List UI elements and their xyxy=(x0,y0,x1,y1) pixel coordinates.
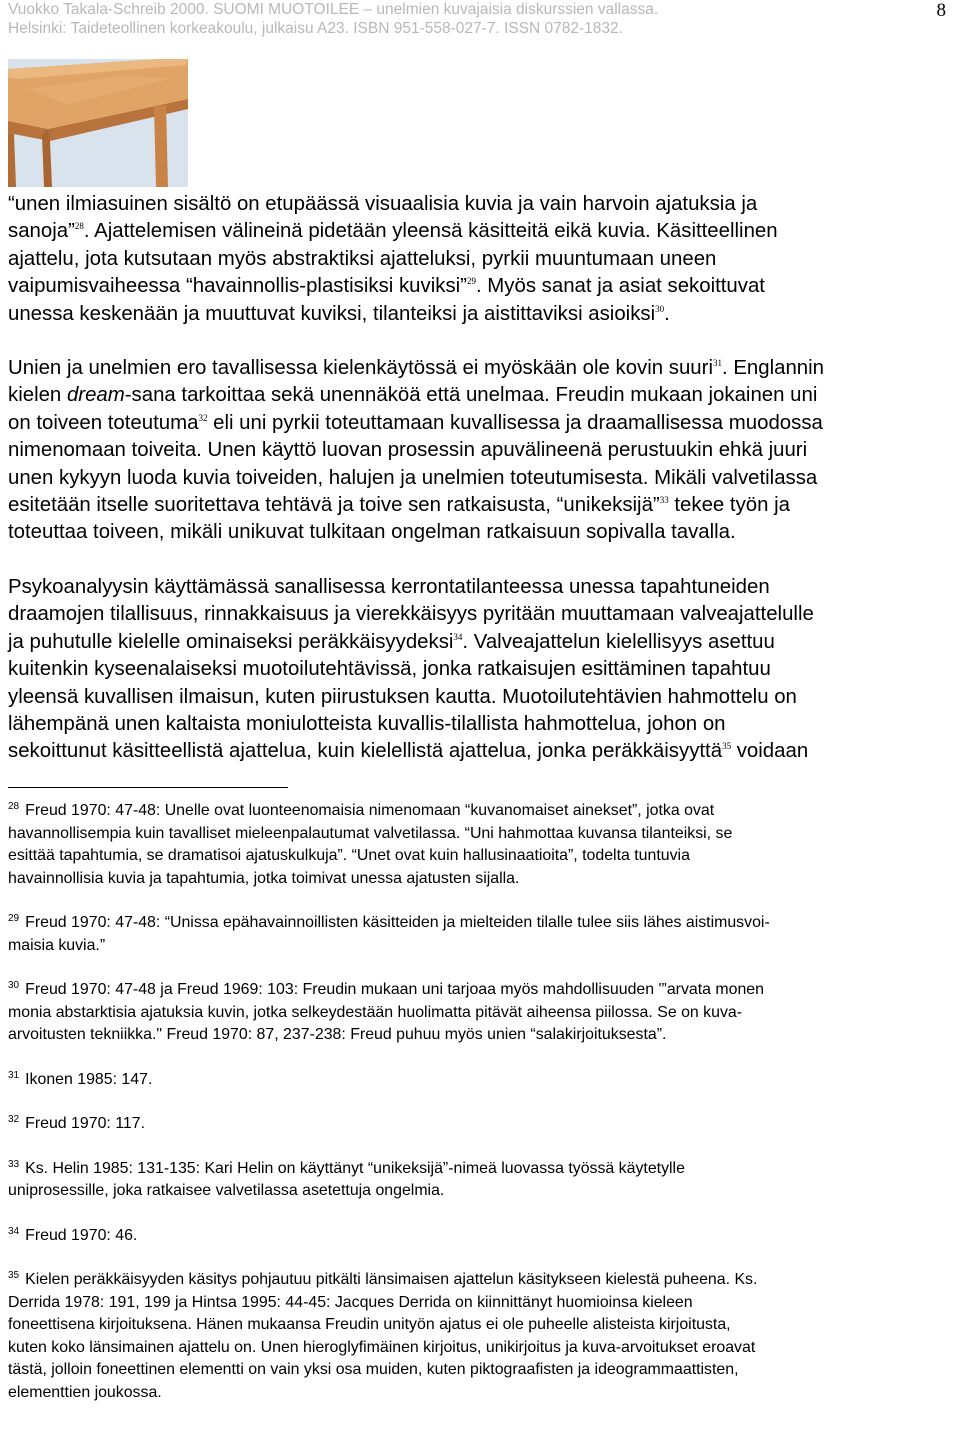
text-line xyxy=(8,301,956,328)
footnote-35 xyxy=(8,1269,956,1404)
header-citation-line-2: Helsinki: Taideteollinen korkeakoulu, julkaisu A23. ISBN 951-558-027-7. ISSN 0782-1832. xyxy=(8,20,623,37)
text-line: kuitenkin kyseenalaiseksi muotoilutehtävissä, jonka ratkaisujen esittäminen tapahtuu xyxy=(8,658,771,681)
footnote-number: 30 xyxy=(8,980,20,991)
footnotes xyxy=(8,800,956,1426)
text-line xyxy=(8,738,956,765)
footnote-line xyxy=(8,1180,956,1203)
text-line xyxy=(8,218,956,245)
footnote-number: 34 xyxy=(8,1225,20,1237)
footnote-line xyxy=(8,845,956,868)
footnote-line xyxy=(8,823,956,846)
footnote-line xyxy=(8,979,956,1002)
footnote-text: havannollisempia kuin tavalliset mieleenpalautumat valvetilassa. “Uni hahmottaa kuvansa tilanteiksi, se xyxy=(8,824,733,842)
footnote-text: tästä, jolloin foneettinen elementti on vain yksi osa muiden, kuten piktograafisten ja ideogrammaattisten, xyxy=(8,1361,739,1378)
text-line: lähempänä unen kaltaista moniulotteista kuvallis-tilallista hahmottelua, johon on xyxy=(8,712,726,735)
footnote-text: Freud 1970: 46. xyxy=(25,1226,138,1244)
footnote-text: uniprosessille, joka ratkaisee valvetilassa asetettuja ongelmia. xyxy=(8,1182,445,1199)
footnote-31 xyxy=(8,1069,956,1092)
footnote-number: 35 xyxy=(8,1270,20,1281)
paragraph-2 xyxy=(8,355,956,547)
text-line xyxy=(8,273,956,300)
paragraph-1 xyxy=(8,191,956,328)
footnote-ref-32[interactable]: 32 xyxy=(198,412,208,423)
text-line: nimenomaan toiveita. Unen käyttö luovan prosessin apuvälineenä perustuukin ehkä juuri xyxy=(8,439,808,462)
footnote-ref-29[interactable]: 29 xyxy=(466,276,476,287)
text-run: ja puhutulle kielelle ominaiseksi peräkkäisyydeksi xyxy=(8,630,454,653)
text-line xyxy=(8,410,956,437)
page-number: 8 xyxy=(936,0,946,21)
footnote-line xyxy=(8,1225,956,1248)
text-run: unessa keskenään ja muuttuvat kuviksi, tilanteiksi ja aistittaviksi asioiksi xyxy=(8,302,656,325)
footnote-ref-33[interactable]: 33 xyxy=(659,495,669,506)
footnote-34 xyxy=(8,1225,956,1248)
footnote-28 xyxy=(8,800,956,890)
footnote-line xyxy=(8,1024,956,1047)
text-run: kielen xyxy=(8,384,67,407)
footnote-number: 33 xyxy=(8,1158,20,1170)
footnote-line xyxy=(8,1158,956,1181)
footnote-line xyxy=(8,1069,956,1092)
footnote-line xyxy=(8,1382,956,1405)
wooden-table-photo-icon xyxy=(8,59,188,187)
text-line: ajattelu, jota kutsutaan myös abstraktiksi ajatteluksi, pyrkii muuntumaan uneen xyxy=(8,247,717,270)
text-line: “unen ilmiasuinen sisältö on etupäässä visuaalisia kuvia ja vain harvoin ajatuksia ja xyxy=(8,193,758,215)
footnote-number: 31 xyxy=(8,1069,20,1081)
footnote-line xyxy=(8,800,956,823)
text-run: sanoja” xyxy=(8,220,75,243)
text-run: . Englannin xyxy=(721,357,825,380)
footnote-text: havainnollisia kuvia ja tapahtumia, jotka toimivat unessa ajatusten sijalla. xyxy=(8,869,520,887)
footnote-separator xyxy=(8,787,288,788)
footnote-text: kuten koko länsimainen ajattelu on. Unen hieroglyfimäinen kirjoitus, unikirjoitus ja kuva-arvoitukset eroavat xyxy=(8,1338,756,1356)
footnote-ref-31[interactable]: 31 xyxy=(712,358,722,369)
text-run: Unien ja unelmien ero tavallisessa kielenkäytössä ei myöskään ole kovin suuri xyxy=(8,357,713,380)
footnote-ref-28[interactable]: 28 xyxy=(74,221,84,232)
footnote-text: Freud 1970: 47-48: “Unissa epähavainnoillisten käsitteiden ja mielteiden tilalle tulee siis lähes aistimusvoi- xyxy=(25,914,770,931)
text-line xyxy=(8,355,956,382)
footnote-text: elementtien joukossa. xyxy=(8,1383,162,1401)
paragraph-3 xyxy=(8,574,956,766)
footnote-number: 32 xyxy=(8,1114,20,1125)
footnote-text: esittää tapahtumia, se dramatisoi ajatuskulkuja”. “Unet ovat kuin hallusinaatioita”, todelta tuntuvia xyxy=(8,847,690,864)
footnote-30 xyxy=(8,979,956,1047)
text-line: Psykoanalyysin käyttämässä sanallisessa kerrontatilanteessa unessa tapahtuneiden xyxy=(8,575,770,598)
footnote-line xyxy=(8,1269,956,1292)
footnote-32 xyxy=(8,1113,956,1136)
text-line: draamojen tilallisuus, rinnakkaisuus ja vierekkäisyys pyritään muuttamaan valveajattelulle xyxy=(8,603,814,626)
footnote-text: maisia kuvia.” xyxy=(8,936,106,954)
text-run: . Valveajattelun kielellisyys asettuu xyxy=(462,630,775,653)
footnote-line xyxy=(8,1292,956,1315)
footnote-ref-35[interactable]: 35 xyxy=(722,741,732,752)
footnote-ref-30[interactable]: 30 xyxy=(655,303,665,314)
footnote-text: Kielen peräkkäisyyden käsitys pohjautuu pitkälti länsimaisen ajattelun käsitykseen kielestä puheena. Ks. xyxy=(25,1271,758,1288)
text-run: sekoittunut käsitteellistä ajattelua, kuin kielellistä ajattelua, jonka peräkkäisyyttä xyxy=(8,740,723,763)
text-run: . Ajattelemisen välineinä pidetään yleensä käsitteitä eikä kuvia. Käsitteellinen xyxy=(83,220,778,243)
footnote-text: foneettisena kirjoituksena. Hänen mukaansa Freudin unityön ajatus ei ole puheelle alisteista kirjoitusta, xyxy=(8,1316,731,1333)
footnote-29 xyxy=(8,912,956,957)
footnote-number: 29 xyxy=(8,913,20,924)
footnote-text: Freud 1970: 47-48: Unelle ovat luonteenomaisia nimenomaan “kuvanomaiset ainekset”, jotka ovat xyxy=(25,802,715,819)
footnote-33 xyxy=(8,1158,956,1203)
text-run: -sana tarkoittaa sekä unennäköä että unelmaa. Freudin mukaan jokainen uni xyxy=(124,384,818,407)
footnote-line xyxy=(8,1359,956,1382)
text-run: voidaan xyxy=(731,740,809,763)
footnote-line xyxy=(8,868,956,891)
footnote-text: Freud 1970: 47-48 ja Freud 1969: 103: Freudin mukaan uni tarjoaa myös mahdollisuuden '”arvata monen xyxy=(25,981,764,998)
footnote-line xyxy=(8,1002,956,1025)
text-line: yleensä kuvallisen ilmaisun, kuten piirustuksen kautta. Muotoilutehtävien hahmottelu on xyxy=(8,685,797,708)
header-citation-line-1: Vuokko Takala-Schreib 2000. SUOMI MUOTOILEE – unelmien kuvajaisia diskurssien vallassa. xyxy=(8,1,659,18)
footnote-number: 28 xyxy=(8,801,20,812)
text-line xyxy=(8,492,956,519)
footnote-line xyxy=(8,1337,956,1360)
main-text xyxy=(8,191,956,793)
text-line: toteuttaa toiveen, mikäli unikuvat tulkitaan ongelman ratkaisuun sopivalla tavalla. xyxy=(8,521,736,544)
text-run: esitetään itselle suoritettava tehtävä ja toive sen ratkaisusta, “unikeksijä” xyxy=(8,494,660,517)
text-run: . Myös sanat ja asiat sekoittuvat xyxy=(475,275,765,298)
text-run: . xyxy=(664,302,670,325)
footnote-text: arvoitusten tekniikka." Freud 1970: 87, 237-238: Freud puhuu myös unien “salakirjoituksesta”. xyxy=(8,1026,667,1043)
footnote-line xyxy=(8,935,956,958)
text-run: on toiveen toteutuma xyxy=(8,411,199,434)
footnote-text: Ikonen 1985: 147. xyxy=(25,1070,153,1088)
footnote-text: Derrida 1978: 191, 199 ja Hintsa 1995: 44-45: Jacques Derrida on kiinnittänyt huomioinsa kieleen xyxy=(8,1293,693,1311)
footnote-text: Freud 1970: 117. xyxy=(25,1115,145,1132)
text-line xyxy=(8,382,956,409)
footnote-text: Ks. Helin 1985: 131-135: Kari Helin on käyttänyt “unikeksijä”-nimeä luovassa työssä käytetylle xyxy=(25,1159,685,1177)
emphasis-dream: dream xyxy=(66,384,125,407)
text-run: eli uni pyrkii toteuttamaan kuvallisessa ja draamallisessa muodossa xyxy=(207,411,823,434)
footnote-line xyxy=(8,1113,956,1136)
text-line xyxy=(8,629,956,656)
running-header xyxy=(8,0,908,38)
footnote-text: monia abstarktisia ajatuksia kuvin, jotka selkeydestään huolimatta pitävät aiheensa piilossa. Se on kuva- xyxy=(8,1003,743,1021)
footnote-ref-34[interactable]: 34 xyxy=(453,631,463,642)
text-run: tekee työn ja xyxy=(668,494,791,517)
text-run: vaipumisvaiheessa “havainnollis-plastisiksi kuviksi” xyxy=(8,275,467,298)
text-line: unen kykyyn luoda kuvia toiveiden, halujen ja unelmien toteutumisesta. Mikäli valvetilassa xyxy=(8,466,818,489)
footnote-line xyxy=(8,912,956,935)
footnote-line xyxy=(8,1314,956,1337)
